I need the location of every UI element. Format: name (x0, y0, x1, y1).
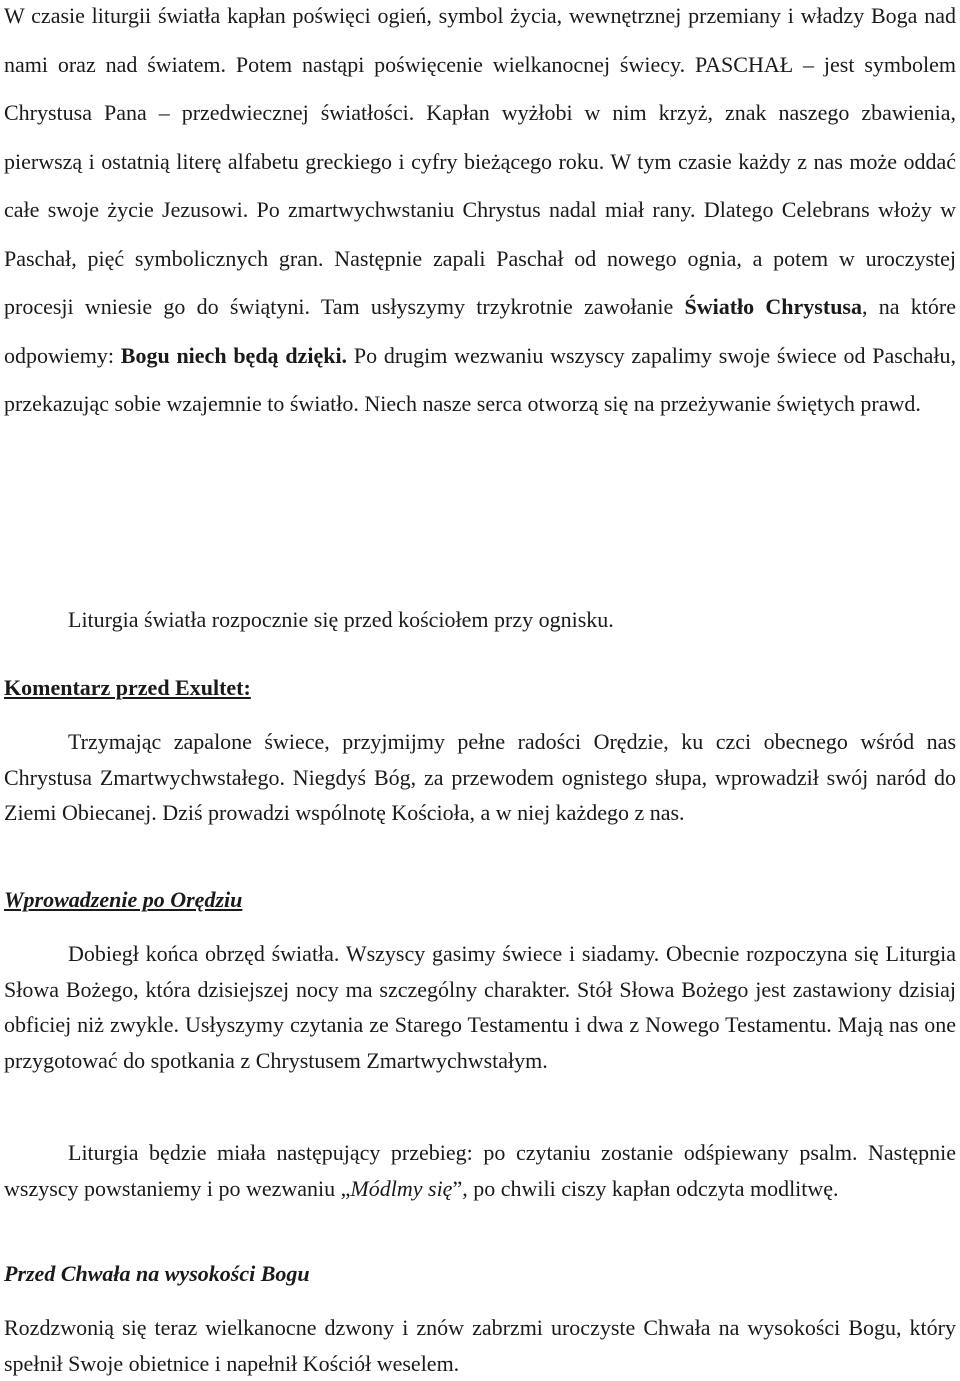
heading-komentarz-exultet: Komentarz przed Exultet: (4, 675, 251, 700)
paragraph-liturgy-order (4, 1135, 956, 1206)
heading-wprowadzenie-po-oredziu: Wprowadzenie po Orędziu (4, 887, 243, 912)
bold-phrase-swiatlo-chrystusa: Światło Chrystusa (684, 294, 862, 319)
italic-phrase-modlmy-sie: Módlmy się (350, 1175, 453, 1201)
paragraph-text: Po drugim wezwaniu wszyscy zapalimy swoje świece od Paschału, przekazując sobie wzajemnie to światło. Niech nasze serca otworzą się na przeżywanie świętych prawd. (4, 342, 956, 416)
paragraph-paschal-light (4, 0, 956, 429)
paragraph-text: , na które odpowiemy: (4, 294, 956, 368)
paragraph-liturgy-of-word: Dobiegł końca obrzęd światła. Wszyscy gasimy świece i siadamy. Obecnie rozpoczyna się Liturgia Słowa Bożego, która dzisiejszej nocy ma szczególny charakter. Stół Słowa Bożego jest zastawiony dzisiaj obficiej niż zwykle. Usłyszymy czytania ze Starego Testamentu i dwa z Nowego Testamentu. Mają nas one przygotować do spotkania z Chrystusem Zmartwychwstałym. (4, 941, 956, 1073)
paragraph-gloria: Rozdzwonią się teraz wielkanocne dzwony i znów zabrzmi uroczyste Chwała na wysokości Bogu, który spełnił Swoje obietnice i napełnił Kościół weselem. (4, 1315, 956, 1376)
paragraph-text: ”, po chwili ciszy kapłan odczyta modlitwę. (452, 1175, 839, 1201)
paragraph-exultet-comment: Trzymając zapalone świece, przyjmijmy pełne radości Orędzie, ku czci obecnego wśród nas Chrystusa Zmartwychwstałego. Niegdyś Bóg, za przewodem ognistego słupa, wprowadził swój naród do Ziemi Obiecanej. Dziś prowadzi wspólnotę Kościoła, a w niej każdego z nas. (4, 729, 956, 825)
paragraph-text: Liturgia będzie miała następujący przebieg: po czytaniu zostanie odśpiewany psalm. Następnie wszyscy powstaniemy i po wezwaniu „ (4, 1140, 956, 1201)
bold-phrase-bogu-niech-beda-dzieki: Bogu niech będą dzięki. (120, 342, 348, 368)
heading-przed-chwala: Przed Chwała na wysokości Bogu (4, 1261, 310, 1286)
paragraph-text: W czasie liturgii światła kapłan poświęci ogień, symbol życia, wewnętrznej przemiany i władzy Boga nad nami oraz nad światem. Potem nastąpi poświęcenie wielkanocnej świecy. PASCHAŁ – jest symbolem Chrystusa Pana – przedwiecznej światłości. Kapłan wyżłobi w nim krzyż, znak naszego zbawienia, pierwszą i ostatnią literę alfabetu greckiego i cyfry bieżącego roku. W tym czasie każdy z nas może oddać całe swoje życie Jezusowi. Po zmartwychwstaniu Chrystus nadal miał rany. Dlatego Celebrans włoży w Paschał, pięć symbolicznych gran. Następnie zapali Paschał od nowego ognia, a potem w uroczystej procesji wniesie go do świątyni. Tam usłyszymy trzykrotnie zawołanie (4, 3, 956, 319)
paragraph-liturgy-start: Liturgia światła rozpocznie się przed kościołem przy ognisku. (68, 607, 614, 632)
